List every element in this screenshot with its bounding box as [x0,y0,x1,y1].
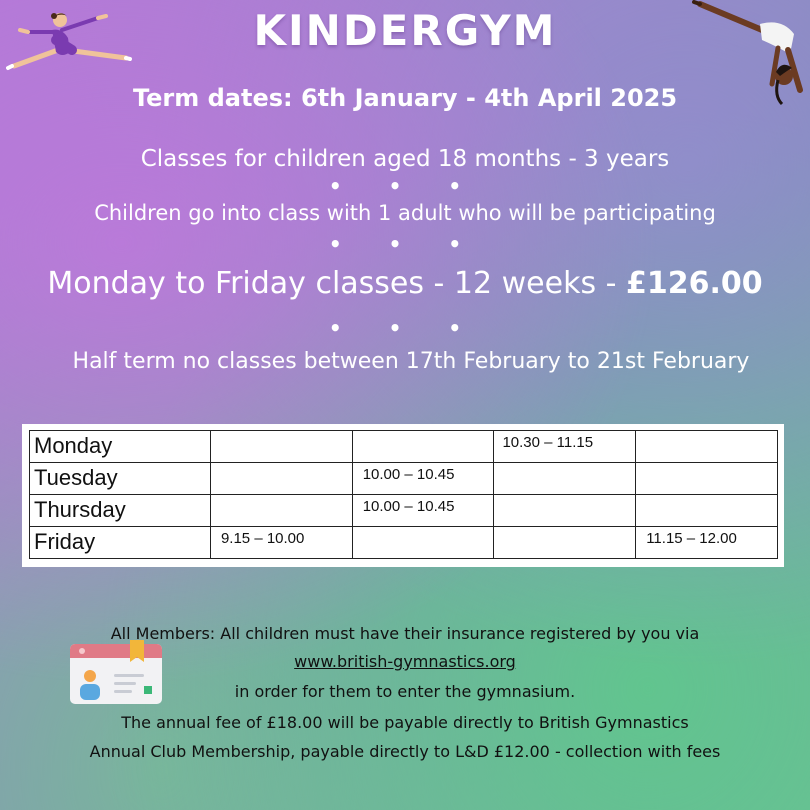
separator-dots: • • • [328,232,482,256]
time-slot-cell: 10.30 – 11.15 [494,431,636,463]
age-range-text: Classes for children aged 18 months - 3 years [140,146,670,172]
time-slot-cell [636,463,778,495]
time-slot-cell [494,463,636,495]
adult-participation-text: Children go into class with 1 adult who will be participating [94,201,716,225]
time-slot-cell: 10.00 – 10.45 [352,495,494,527]
gymnasium-text: in order for them to enter the gymnasium. [234,682,576,701]
time-slot-cell [494,527,636,559]
timetable-table [29,430,778,559]
page-title: KINDERGYM [253,6,557,55]
insurance-text: All Members: All children must have their insurance registered by you via [110,624,700,643]
time-slot-cell [210,431,352,463]
term-dates: Term dates: 6th January - 4th April 2025 [132,84,678,112]
time-slot-cell [636,495,778,527]
table-row [30,463,778,495]
time-slot-cell [352,527,494,559]
time-slot-cell: 10.00 – 10.45 [352,463,494,495]
table-row [30,495,778,527]
time-slot-cell [352,431,494,463]
annual-fee-text: The annual fee of £18.00 will be payable directly to British Gymnastics [121,713,689,732]
time-slot-cell [210,495,352,527]
separator-dots: • • • [328,316,482,340]
price-prefix: Monday to Friday classes - 12 weeks - [47,266,626,301]
price-text [0,266,810,301]
table-row [30,527,778,559]
day-cell: Thursday [30,495,211,527]
time-slot-cell [636,431,778,463]
day-cell: Monday [30,431,211,463]
half-term-text: Half term no classes between 17th February to 21st February [72,349,750,374]
club-membership-text: Annual Club Membership, payable directly to L&D £12.00 - collection with fees [89,742,721,761]
time-slot-cell: 9.15 – 10.00 [210,527,352,559]
price-value: £126.00 [625,266,763,301]
table-row [30,431,778,463]
day-cell: Tuesday [30,463,211,495]
separator-dots: • • • [328,174,482,198]
british-gymnastics-link[interactable]: www.british-gymnastics.org [294,652,516,671]
timetable [22,424,784,567]
day-cell: Friday [30,527,211,559]
time-slot-cell: 11.15 – 12.00 [636,527,778,559]
time-slot-cell [494,495,636,527]
time-slot-cell [210,463,352,495]
